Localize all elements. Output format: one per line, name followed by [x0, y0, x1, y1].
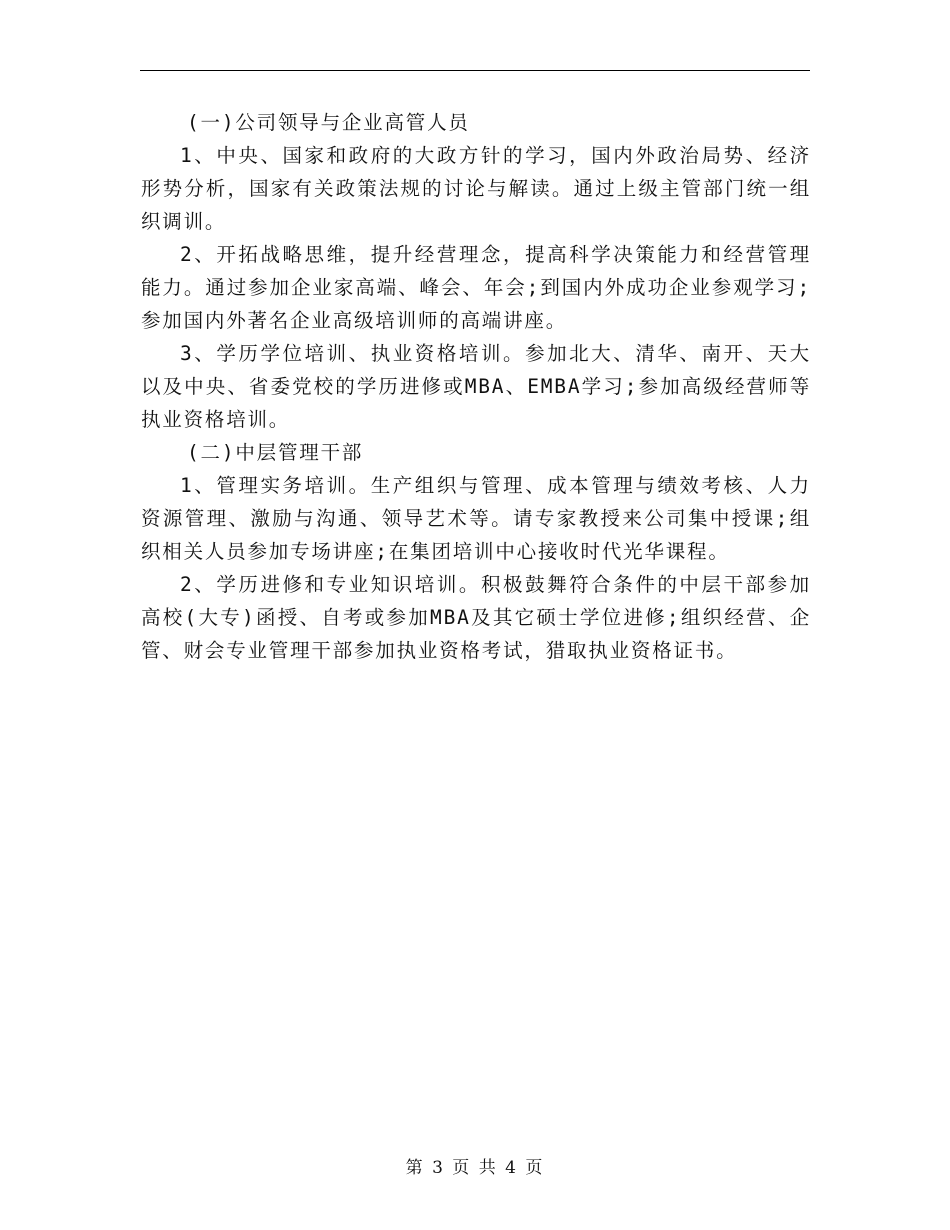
section-heading: (一)公司领导与企业高管人员: [187, 111, 470, 134]
header-rule: [140, 70, 810, 71]
section-heading: (二)中层管理干部: [187, 441, 364, 464]
page-number-label: 第 3 页 共 4 页: [405, 1158, 545, 1178]
paragraph: 1、中央、国家和政府的大政方针的学习，国内外政治局势、经济形势分析，国家有关政策法规的讨论与解读。通过上级主管部门统一组织调训。: [141, 144, 811, 233]
section-middle-managers: [141, 436, 811, 667]
paragraph: 3、学历学位培训、执业资格培训。参加北大、清华、南开、天大以及中央、省委党校的学历进修或MBA、EMBA学习;参加高级经营师等执业资格培训。: [141, 342, 811, 431]
paragraph: 2、学历进修和专业知识培训。积极鼓舞符合条件的中层干部参加高校(大专)函授、自考或参加MBA及其它硕士学位进修;组织经营、企管、财会专业管理干部参加执业资格考试，猎取执业资格证书。: [141, 573, 811, 662]
page-footer: [0, 1153, 950, 1178]
paragraph: 2、开拓战略思维，提升经营理念，提高科学决策能力和经营管理能力。通过参加企业家高端、峰会、年会;到国内外成功企业参观学习;参加国内外著名企业高级培训师的高端讲座。: [141, 243, 811, 332]
section-executives: [141, 106, 811, 436]
paragraph: 1、管理实务培训。生产组织与管理、成本管理与绩效考核、人力资源管理、激励与沟通、领导艺术等。请专家教授来公司集中授课;组织相关人员参加专场讲座;在集团培训中心接收时代光华课程。: [141, 474, 811, 563]
document-body: [141, 106, 811, 667]
